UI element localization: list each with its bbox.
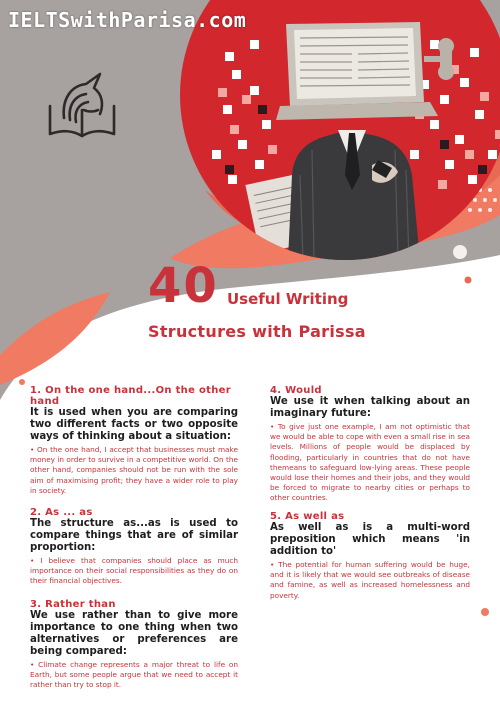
section-description: We use it when talking about an imaginary future: [270, 396, 470, 419]
title-number: 40 [148, 258, 219, 314]
section-3 [30, 599, 238, 691]
section-4 [270, 385, 470, 504]
section-1 [30, 385, 238, 496]
title-line2: Structures with Parissa [148, 322, 366, 341]
section-example: • Climate change represents a major threat to life on Earth, but some people argue that we need to accept it rather than try to stop it. [30, 660, 238, 690]
unicorn-book-logo [44, 70, 120, 142]
section-description: It is used when you are comparing two different facts or two opposite ways of thinking about a situation: [30, 407, 238, 442]
section-description: The structure as...as is used to compare things that are of similar proportion: [30, 518, 238, 553]
accent-dot-bottom [481, 608, 489, 616]
section-heading: 5. As well as [270, 511, 345, 522]
laptop-display [294, 28, 416, 99]
section-example: • I believe that companies should place as much importance on their social responsibilities as they do on their financial objectives. [30, 556, 238, 586]
section-2 [30, 507, 238, 587]
section-example: • To give just one example, I am not optimistic that we would be able to cope with even a small rise in sea levels. Millions of people would be displaced by flooding, particularly in countries that do not have themeans to safeguard low-lying areas. These people would lose their homes and their jobs, and they would be forced to migrate to nearby cities or perhaps to other countries. [270, 422, 470, 503]
section-heading: 2. As ... as [30, 507, 93, 518]
accent-dot [453, 245, 467, 259]
section-5 [270, 511, 470, 601]
section-description: We use rather than to give more importance to one thing when two alternatives or preferences are being compared: [30, 610, 238, 657]
section-heading: 3. Rather than [30, 599, 116, 610]
section-heading: 4. Would [270, 385, 322, 396]
section-description: As well as is a multi-word preposition which means 'in addition to' [270, 522, 470, 557]
section-example: • The potential for human suffering would be huge, and it is likely that we would see outbreaks of disease and famine, as well as increased homelessness and poverty. [270, 560, 470, 600]
site-url[interactable]: IELTSwithParisa.com [8, 8, 247, 32]
section-heading: 1. On the one hand...On the other hand [30, 385, 231, 407]
accent-dot-small [465, 277, 472, 284]
accent-dot-left [19, 379, 25, 385]
section-example: • On the one hand, I accept that businesses must make money in order to survive in a competitive world. On the other hand, companies should not be run with the sole aim of maximising profit; they have a wider role to play in society. [30, 445, 238, 495]
title-line1: Useful Writing [227, 290, 349, 308]
